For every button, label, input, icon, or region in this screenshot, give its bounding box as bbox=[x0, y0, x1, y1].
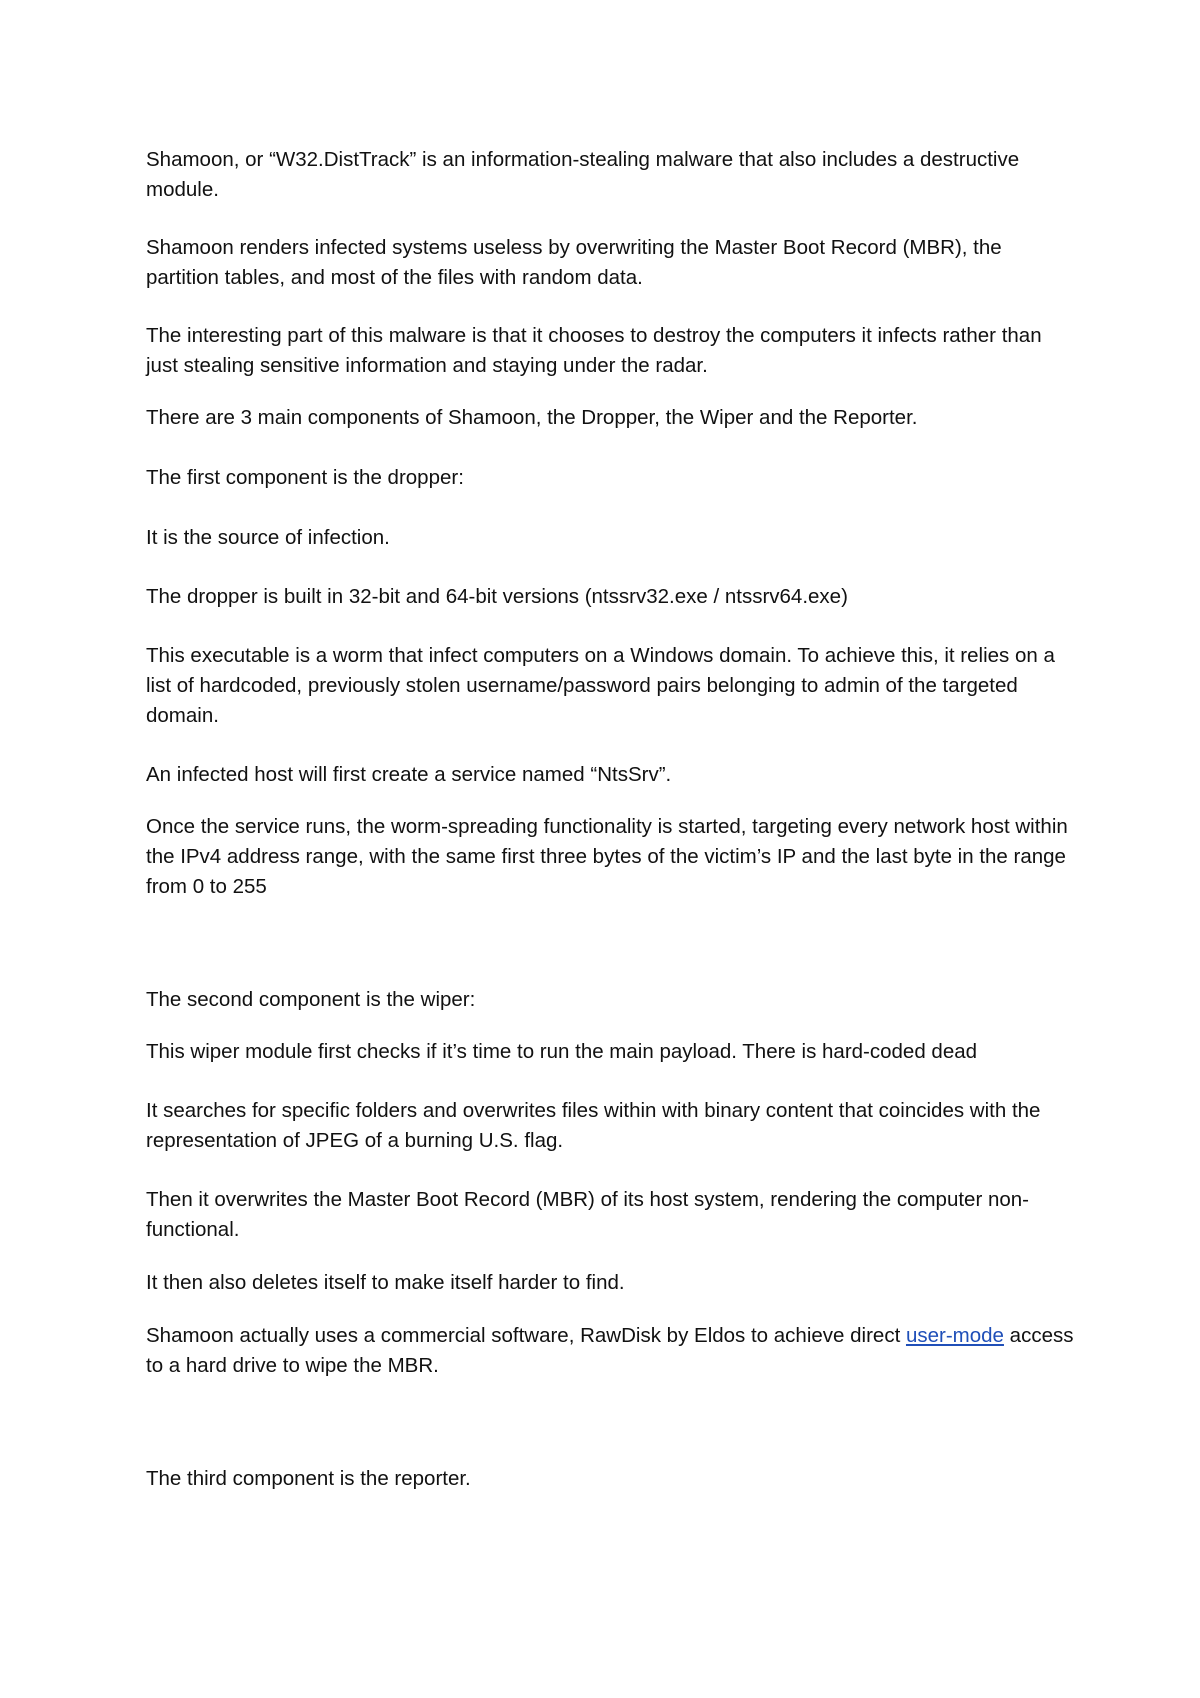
paragraph-components: There are 3 main components of Shamoon, the Dropper, the Wiper and the Reporter. bbox=[146, 406, 918, 429]
paragraph-intro: Shamoon, or “W32.DistTrack” is an information-stealing malware that also includes a destructive module. bbox=[146, 148, 1020, 201]
paragraph-interesting-part: The interesting part of this malware is that it chooses to destroy the computers it infects rather than just stealing sensitive information and staying under the radar. bbox=[146, 324, 1042, 377]
paragraph-dropper-versions: The dropper is built in 32-bit and 64-bit versions (ntssrv32.exe / ntssrv64.exe) bbox=[146, 585, 848, 608]
paragraph-infection-source: It is the source of infection. bbox=[146, 526, 390, 549]
paragraph-worm: This executable is a worm that infect computers on a Windows domain. To achieve this, it relies on a list of hardcoded, previously stolen username/password pairs belonging to admin of the targeted domain. bbox=[146, 644, 1055, 727]
document-body bbox=[146, 145, 1076, 1494]
paragraph-service: An infected host will first create a service named “NtsSrv”. bbox=[146, 763, 672, 786]
paragraph-mbr-overwrite: Shamoon renders infected systems useless by overwriting the Master Boot Record (MBR), the partition tables, and most of the files with random data. bbox=[146, 236, 1002, 289]
paragraph-wiper-check: This wiper module first checks if it’s time to run the main payload. There is hard-coded dead bbox=[146, 1040, 978, 1063]
paragraph-rawdisk bbox=[146, 1321, 1076, 1381]
heading-wiper: The second component is the wiper: bbox=[146, 988, 476, 1011]
paragraph-overwrite-mbr: Then it overwrites the Master Boot Record (MBR) of its host system, rendering the computer non-functional. bbox=[146, 1188, 1029, 1241]
heading-dropper: The first component is the dropper: bbox=[146, 466, 464, 489]
rawdisk-text-after: access to a hard drive to wipe the MBR. bbox=[146, 1324, 1074, 1377]
paragraph-deletes-itself: It then also deletes itself to make itself harder to find. bbox=[146, 1271, 625, 1294]
heading-reporter: The third component is the reporter. bbox=[146, 1467, 471, 1490]
user-mode-link[interactable]: user-mode bbox=[905, 1324, 1004, 1347]
paragraph-spreading: Once the service runs, the worm-spreading functionality is started, targeting every network host within the IPv4 address range, with the same first three bytes of the victim’s IP and the last byte in the range from 0 to 255 bbox=[146, 815, 1068, 898]
rawdisk-text-before: Shamoon actually uses a commercial software, RawDisk by Eldos to achieve direct bbox=[146, 1324, 906, 1347]
paragraph-overwrites-files: It searches for specific folders and overwrites files within with binary content that coincides with the representation of JPEG of a burning U.S. flag. bbox=[146, 1099, 1041, 1152]
